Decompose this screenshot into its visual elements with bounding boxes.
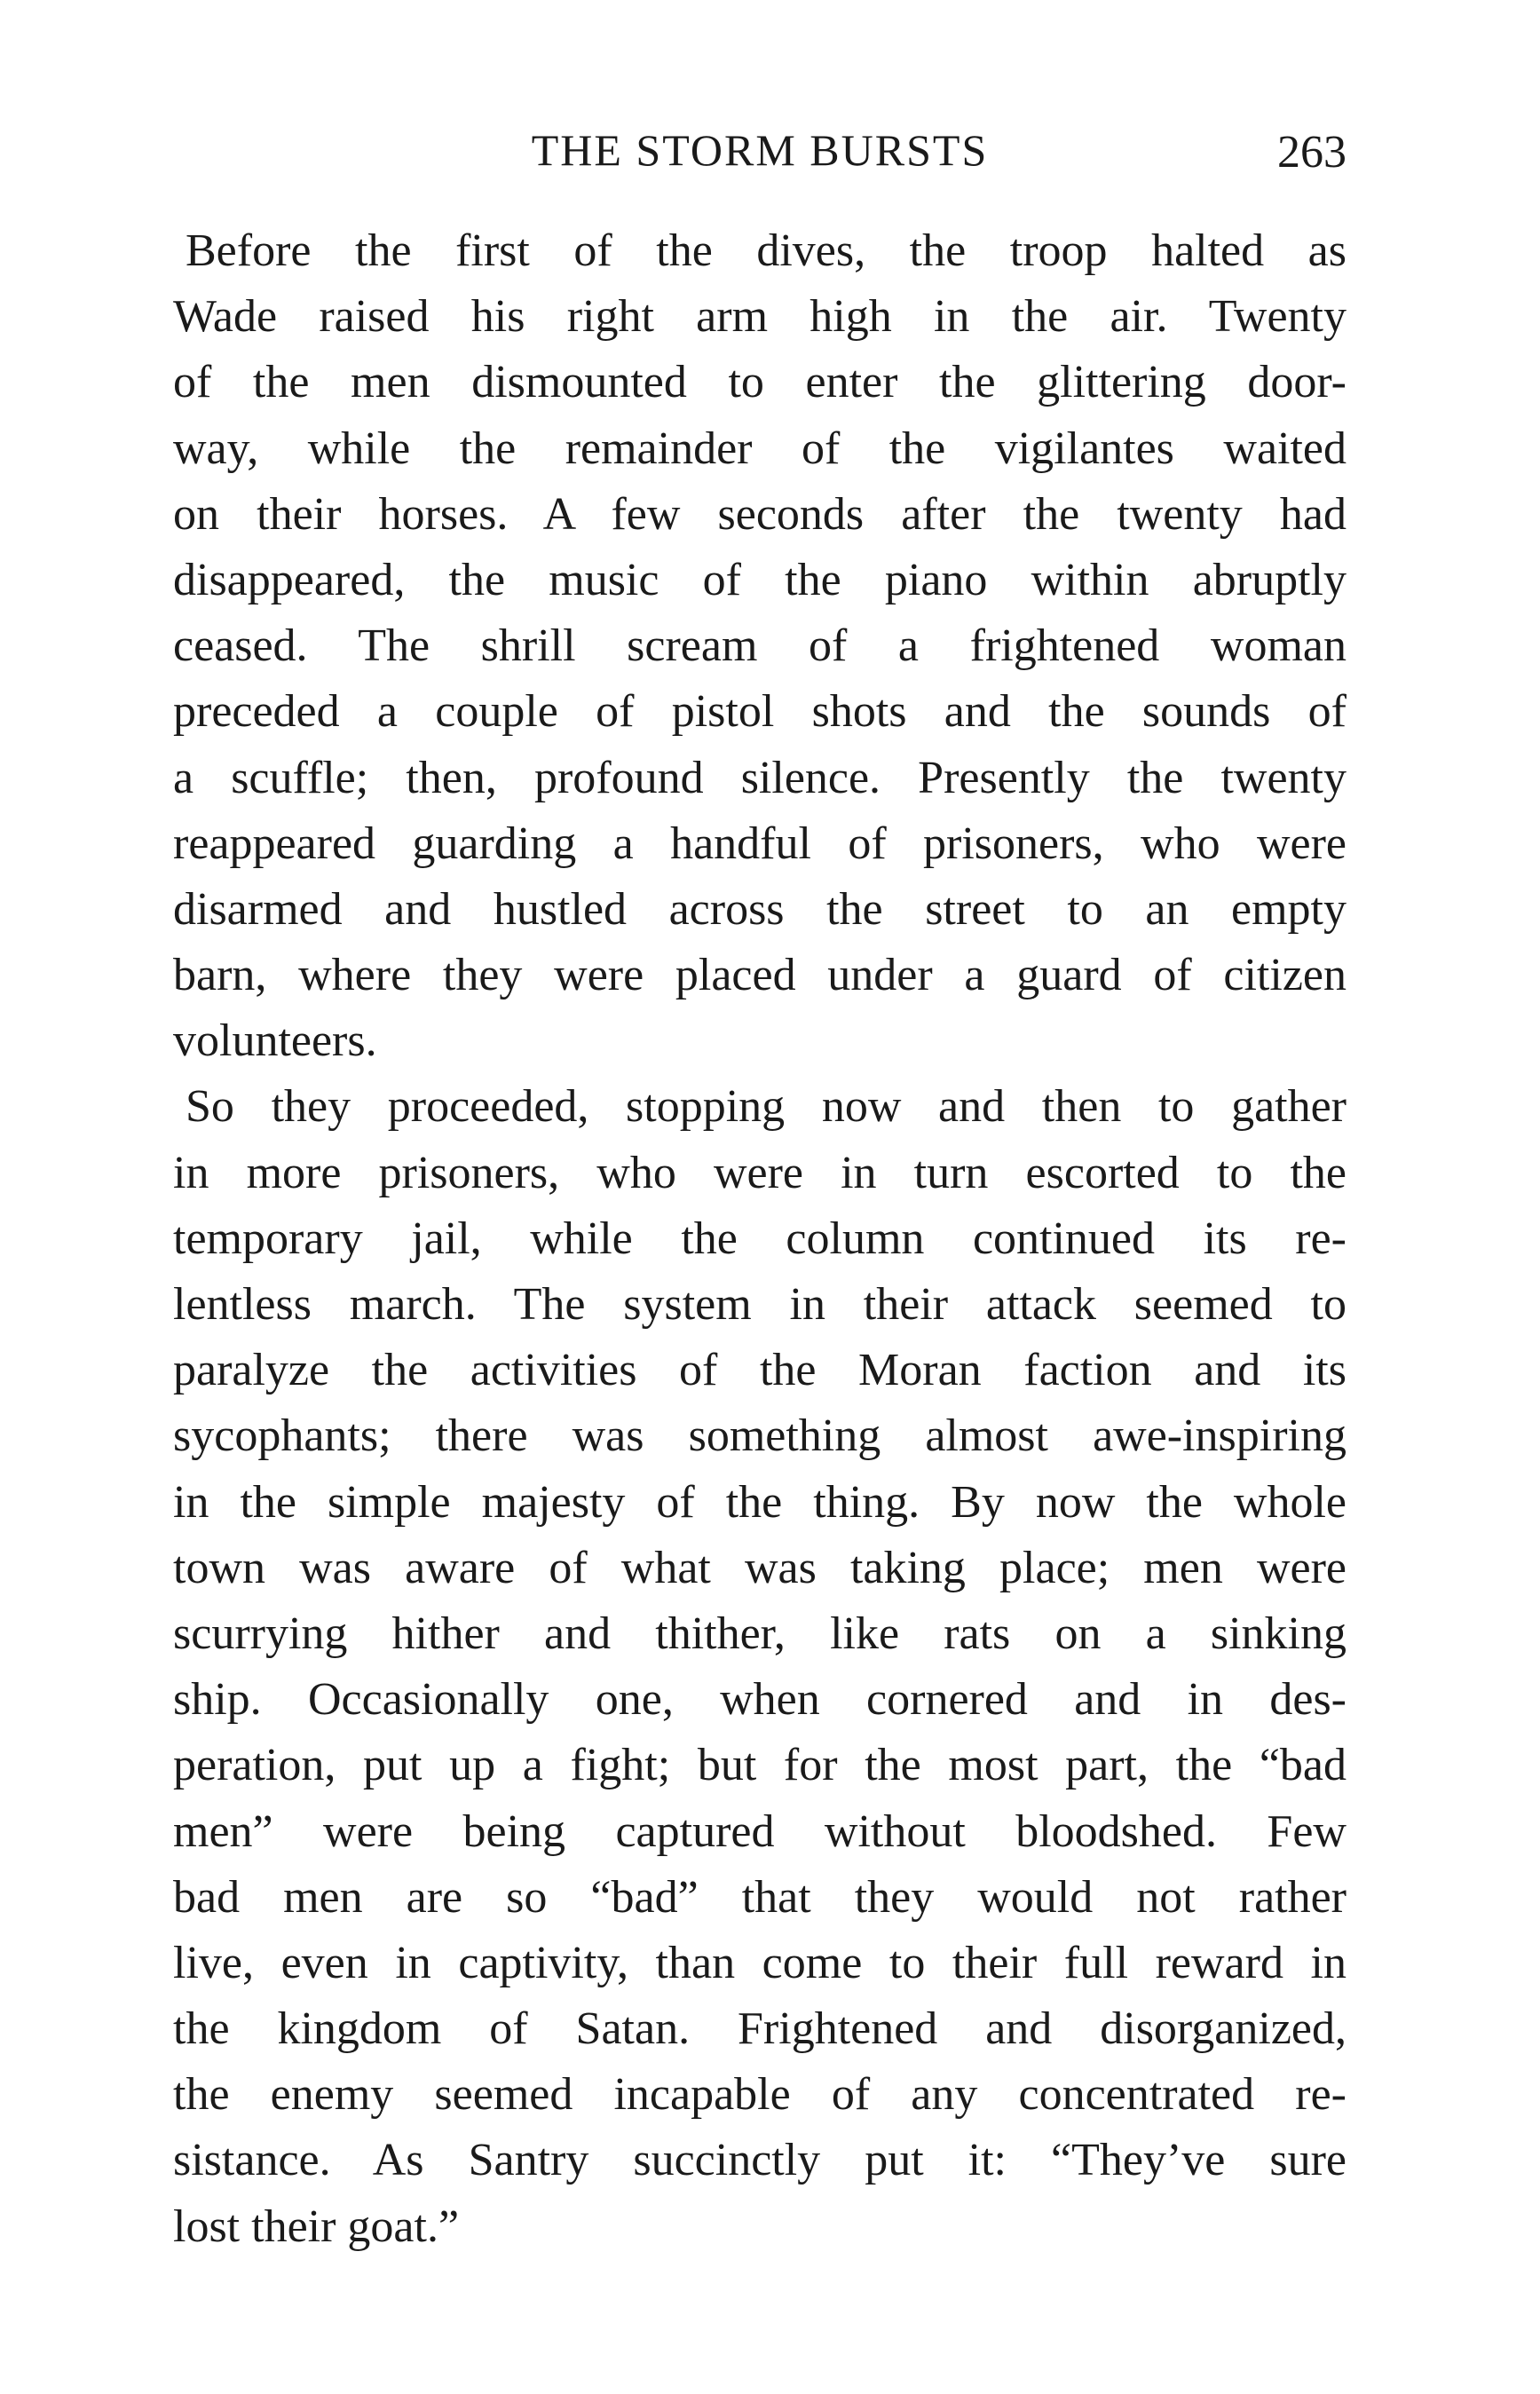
text-line: live, even in captivity, than come to their full reward in xyxy=(173,1937,1347,1988)
text-line: men” were being captured without bloodshed. Few xyxy=(173,1805,1347,1857)
paragraph xyxy=(173,1074,1347,2259)
text-line: lost their goat.” xyxy=(173,2200,460,2252)
text-line: in more prisoners, who were in turn escorted to the xyxy=(173,1147,1347,1198)
text-line: peration, put up a fight; but for the most part, the “bad xyxy=(173,1740,1347,1791)
text-line: bad men are so “bad” that they would not rather xyxy=(173,1871,1347,1923)
page-number: 263 xyxy=(1277,127,1347,178)
text-line: Wade raised his right arm high in the air. Twenty xyxy=(173,291,1347,343)
text-line: scurrying hither and thither, like rats on a sinking xyxy=(173,1608,1347,1659)
text-line: So they proceeded, stopping now and then to gather xyxy=(186,1081,1347,1133)
text-line: disappeared, the music of the piano within abruptly xyxy=(173,554,1347,605)
text-line: barn, where they were placed under a guard of citizen xyxy=(173,950,1347,1001)
text-line: temporary jail, while the column continued its re- xyxy=(173,1213,1347,1264)
text-line: sistance. As Santry succinctly put it: “They’ve sure xyxy=(173,2135,1347,2186)
page-body xyxy=(173,218,1347,2260)
text-line: town was aware of what was taking place; men were xyxy=(173,1542,1347,1593)
text-line: a scuffle; then, profound silence. Presently the twenty xyxy=(173,752,1347,803)
page-header xyxy=(173,124,1347,195)
text-line: Before the first of the dives, the troop halted as xyxy=(186,225,1347,276)
text-line: the enemy seemed incapable of any concentrated re- xyxy=(173,2069,1347,2121)
running-title: THE STORM BURSTS xyxy=(531,125,989,175)
text-line: of the men dismounted to enter the glittering door- xyxy=(173,357,1347,408)
text-line: ship. Occasionally one, when cornered and in des- xyxy=(173,1674,1347,1726)
paragraph xyxy=(173,218,1347,1074)
text-line: paralyze the activities of the Moran faction and its xyxy=(173,1345,1347,1396)
text-line: reappeared guarding a handful of prisoners, who were xyxy=(173,818,1347,869)
text-line: ceased. The shrill scream of a frightened woman xyxy=(173,620,1347,672)
text-line: on their horses. A few seconds after the twenty had xyxy=(173,488,1347,540)
text-line: sycophants; there was something almost awe-inspiring xyxy=(173,1410,1347,1462)
text-line: way, while the remainder of the vigilantes waited xyxy=(173,423,1347,474)
text-line: disarmed and hustled across the street to an empty xyxy=(173,883,1347,935)
text-line: in the simple majesty of the thing. By now the whole xyxy=(173,1476,1347,1528)
text-line: volunteers. xyxy=(173,1015,377,1067)
text-line: the kingdom of Satan. Frightened and disorganized, xyxy=(173,2003,1347,2055)
text-line: preceded a couple of pistol shots and the sounds of xyxy=(173,686,1347,738)
text-line: lentless march. The system in their attack seemed to xyxy=(173,1279,1347,1330)
